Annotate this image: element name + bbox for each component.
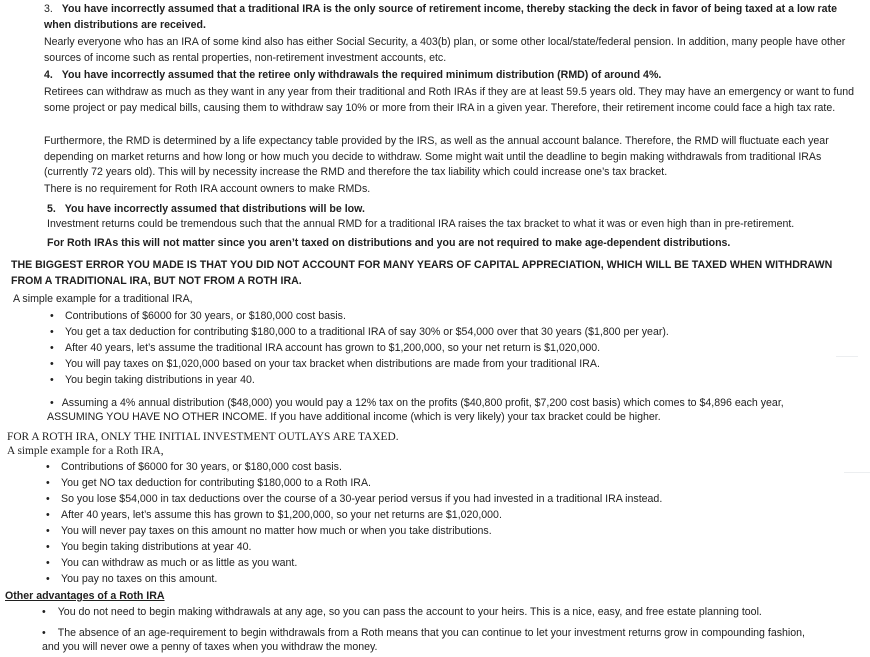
item-3-heading-text: You have incorrectly assumed that a traditional IRA is the only source of retirement income, thereby stacking the deck in favor of being taxed at a low rate when distributions are received. — [44, 3, 837, 31]
item-5-number: 5. — [47, 203, 56, 215]
item-5-roth-note: For Roth IRAs this will not matter since you aren’t taxed on distributions and you are not required to make age-dependent distributions. — [47, 237, 731, 249]
divider — [844, 472, 870, 473]
bullet-text: You begin taking distributions at year 40. — [61, 541, 252, 553]
bullet-text: You pay no taxes on this amount. — [61, 573, 218, 585]
list-item — [46, 572, 846, 588]
list-item — [50, 357, 850, 373]
bullet-glyph: • — [42, 627, 46, 639]
traditional-last-bullet-cont: ASSUMING YOU HAVE NO OTHER INCOME. If you have additional income (which is very likely) your tax bracket could be higher. — [47, 411, 661, 423]
bullet-glyph: • — [50, 342, 54, 354]
bullet-text: You get a tax deduction for contributing $180,000 to a traditional IRA of say 30% or $54,000 over that 30 years ($1,800 per year). — [65, 326, 669, 338]
list-item — [50, 325, 850, 341]
item-5-body: Investment returns could be tremendous such that the annual RMD for a traditional IRA raises the tax bracket to what it was or even high than in pre-retirement. — [47, 218, 795, 230]
item-3-number: 3. — [44, 3, 53, 15]
bullet-glyph: • — [46, 573, 50, 585]
advantages-heading: Other advantages of a Roth IRA — [5, 590, 165, 602]
item-4-heading — [44, 68, 864, 84]
bullet-glyph: • — [46, 557, 50, 569]
bullet-text: You do not need to begin making withdrawals at any age, so you can pass the account to your heirs. This is a nice, easy, and free estate planning tool. — [57, 606, 762, 618]
bullet-glyph: • — [46, 493, 50, 505]
list-item — [46, 476, 846, 492]
list-item — [46, 508, 846, 524]
item-5-heading-text: You have incorrectly assumed that distributions will be low. — [64, 203, 365, 215]
bullet-text: You get NO tax deduction for contributing $180,000 to a Roth IRA. — [61, 477, 371, 489]
bullet-glyph: • — [42, 606, 46, 618]
bullet-glyph: • — [50, 310, 54, 322]
item-4-body-1: Retirees can withdraw as much as they want in any year from their traditional and Roth IRAs if they are at least 59.5 years old. They may have an emergency or want to fund some project or pay medical bills, causing them to withdraw say 10% or more from their IRA in a given year. Therefore, their retirement income could face a high tax rate. — [44, 86, 855, 114]
bullet-text: So you lose $54,000 in tax deductions over the course of a 30-year period versus if you had invested in a traditional IRA instead. — [61, 493, 663, 505]
bullet-text: After 40 years, let’s assume the traditional IRA account has grown to $1,200,000, so your net return is $1,020,000. — [65, 342, 601, 354]
bullet-text: The absence of an age-requirement to begin withdrawals from a Roth means that you can continue to let your investment returns grow in compounding fashion, — [57, 627, 805, 639]
advantages-bullet-1 — [42, 605, 862, 621]
item-3-heading — [44, 2, 864, 33]
roth-intro: A simple example for a Roth IRA, — [7, 445, 164, 457]
bullet-text: You will pay taxes on $1,020,000 based on your tax bracket when distributions are made from your traditional IRA. — [65, 358, 600, 370]
bullet-glyph: • — [46, 461, 50, 473]
bullet-glyph: • — [46, 509, 50, 521]
list-item — [46, 540, 846, 556]
divider — [836, 356, 858, 357]
bullet-glyph: • — [50, 397, 54, 409]
traditional-bullet-list — [50, 309, 850, 389]
bullet-glyph: • — [46, 541, 50, 553]
list-item — [46, 492, 846, 508]
bullet-glyph: • — [46, 477, 50, 489]
list-item — [50, 373, 850, 389]
bullet-glyph: • — [50, 374, 54, 386]
item-4-number: 4. — [44, 69, 53, 81]
list-item — [46, 556, 846, 572]
bullet-text: Contributions of $6000 for 30 years, or $180,000 cost basis. — [61, 461, 342, 473]
roth-bullet-list — [46, 460, 846, 588]
bullet-text: After 40 years, let’s assume this has grown to $1,200,000, so your net returns are $1,020,000. — [61, 509, 502, 521]
list-item — [46, 460, 846, 476]
bullet-text: Contributions of $6000 for 30 years, or $180,000 cost basis. — [65, 310, 346, 322]
list-item — [46, 524, 846, 540]
bullet-text: You will never pay taxes on this amount no matter how much or when you take distributions. — [61, 525, 492, 537]
item-4-body-3: There is no requirement for Roth IRA account owners to make RMDs. — [44, 183, 371, 195]
bullet-text: Assuming a 4% annual distribution ($48,000) you would pay a 12% tax on the profits ($40,800 profit, $7,200 cost basis) which comes to $4,896 each year, — [61, 397, 784, 409]
item-4-heading-text: You have incorrectly assumed that the retiree only withdrawals the required minimum distribution (RMD) of around 4%. — [61, 69, 662, 81]
list-item — [50, 309, 850, 325]
bullet-text: You can withdraw as much or as little as you want. — [61, 557, 298, 569]
bullet-glyph: • — [46, 525, 50, 537]
bullet-glyph: • — [50, 358, 54, 370]
bullet-glyph: • — [50, 326, 54, 338]
item-4-body-2: Furthermore, the RMD is determined by a life expectancy table provided by the IRS, as well as the annual account balance. Therefore, the RMD will fluctuate each year depending on market returns and how long or how much you decide to withdraw. Some might wait until the deadline to begin making withdrawals from traditional IRAs (currently 72 years old). This will by necessity increase the RMD and therefore the tax liability which could increase one’s tax bracket. — [44, 135, 829, 178]
biggest-error-heading: THE BIGGEST ERROR YOU MADE IS THAT YOU DID NOT ACCOUNT FOR MANY YEARS OF CAPITAL APPRECIATION, WHICH WILL BE TAXED WHEN WITHDRAWN FROM A TRADITIONAL IRA, BUT NOT FROM A ROTH IRA. — [11, 259, 833, 287]
traditional-intro: A simple example for a traditional IRA, — [13, 293, 193, 305]
roth-header: FOR A ROTH IRA, ONLY THE INITIAL INVESTMENT OUTLAYS ARE TAXED. — [7, 431, 399, 443]
bullet-text: You begin taking distributions in year 40. — [65, 374, 255, 386]
list-item — [50, 341, 850, 357]
item-5-heading — [47, 202, 863, 218]
advantages-bullet-2-cont: and you will never owe a penny of taxes when you withdraw the money. — [42, 641, 378, 653]
item-3-body: Nearly everyone who has an IRA of some kind also has either Social Security, a 403(b) plan, or some other local/state/federal pension. In addition, many people have other sources of income such as rental properties, non-retirement investment accounts, etc. — [44, 36, 846, 64]
